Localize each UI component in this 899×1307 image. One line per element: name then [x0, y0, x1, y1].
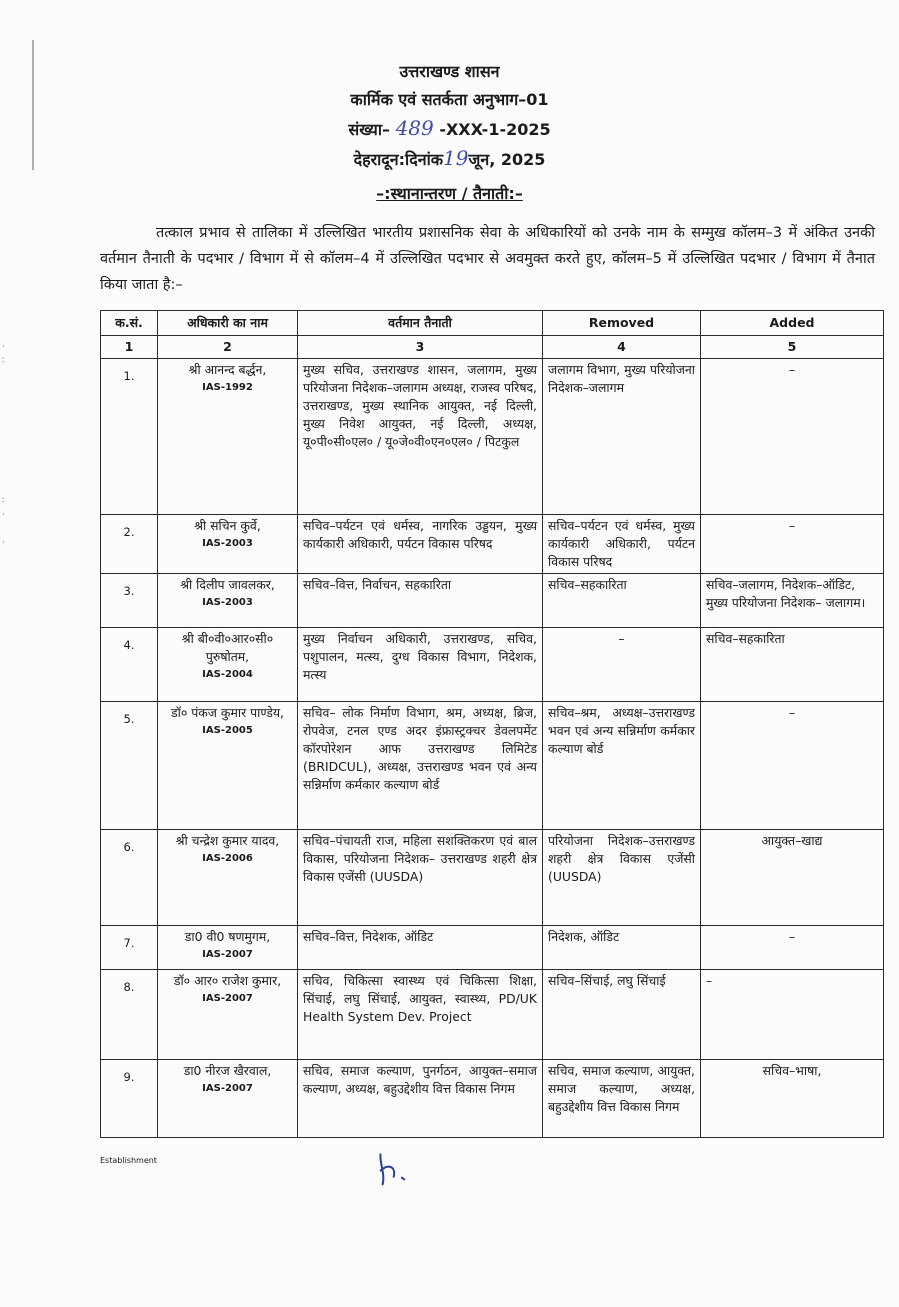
govt-title: उत्तराखण्ड शासन: [399, 62, 500, 81]
signature-icon: [372, 1145, 425, 1191]
table-row: [101, 830, 884, 926]
officer-cell: [158, 515, 298, 574]
establishment-label: Establishment: [100, 1156, 157, 1165]
col-number: 5: [701, 336, 884, 359]
added-charge: सचिव–सहकारिता: [701, 628, 884, 702]
serial-number: 8.: [101, 970, 158, 1060]
officer-service: IAS-2006: [202, 853, 253, 864]
date-prefix: देहरादून:दिनांक: [353, 150, 444, 169]
officer-name: श्री बी०वी०आर०सी० पुरुषोतम,: [181, 631, 274, 664]
serial-number: 5.: [101, 702, 158, 830]
officer-cell: [158, 830, 298, 926]
officer-name: श्री दिलीप जावलकर,: [180, 577, 275, 592]
department-title: कार्मिक एवं सतर्कता अनुभाग–01: [350, 90, 549, 109]
serial-number: 6.: [101, 830, 158, 926]
officer-name: डॉ० आर० राजेश कुमार,: [173, 973, 282, 988]
officer-cell: [158, 926, 298, 970]
order-number: [0, 114, 899, 144]
order-number-prefix: संख्या–: [348, 120, 390, 139]
added-charge: सचिव–भाषा,: [701, 1060, 884, 1138]
officer-cell: [158, 359, 298, 515]
added-charge: आयुक्त–खाद्य: [701, 830, 884, 926]
column-number-row: [101, 336, 884, 359]
header-sn: क.सं.: [101, 311, 158, 336]
table-row: [101, 970, 884, 1060]
col-number: 2: [158, 336, 298, 359]
officer-name: डॉ० पंकज कुमार पाण्डेय,: [171, 705, 284, 720]
added-charge: –: [701, 515, 884, 574]
serial-number: 1.: [101, 359, 158, 515]
removed-charge: सचिव–पर्यटन एवं धर्मस्व, मुख्य कार्यकारी अधिकारी, पर्यटन विकास परिषद: [543, 515, 701, 574]
officer-name: श्री सचिन कुर्वे,: [194, 518, 261, 533]
officer-service: IAS-2003: [202, 538, 253, 549]
table-row: [101, 574, 884, 628]
officer-service: IAS-1992: [202, 382, 253, 393]
serial-number: 2.: [101, 515, 158, 574]
current-posting: मुख्य सचिव, उत्तराखण्ड शासन, जलागम, मुख्य परियोजना निदेशक–जलागम अध्यक्ष, राजस्व परिषद, उत्तराखण्ड, मुख्य स्थानिक आयुक्त, नई दिल्ली, मुख्य निवेश आयुक्त, नई दिल्ली, अध्यक्ष, यू०पी०सी०एल० / यू०जे०वी०एन०एल० / पिटकुल: [298, 359, 543, 515]
removed-charge: परियोजना निदेशक–उत्तराखण्ड शहरी क्षेत्र विकास एजेंसी (UUSDA): [543, 830, 701, 926]
officer-cell: [158, 1060, 298, 1138]
current-posting: सचिव–पर्यटन एवं धर्मस्व, नागरिक उड्डयन, मुख्य कार्यकारी अधिकारी, पर्यटन विकास परिषद: [298, 515, 543, 574]
col-number: 3: [298, 336, 543, 359]
removed-charge: निदेशक, ऑडिट: [543, 926, 701, 970]
current-posting: सचिव–वित्त, निदेशक, ऑडिट: [298, 926, 543, 970]
order-date: [0, 144, 899, 174]
table-row: [101, 628, 884, 702]
current-posting: सचिव, समाज कल्याण, पुनर्गठन, आयुक्त–समाज कल्याण, अध्यक्ष, बहुउद्देशीय वित्त विकास निगम: [298, 1060, 543, 1138]
added-charge: –: [701, 926, 884, 970]
officer-service: IAS-2005: [202, 725, 253, 736]
col-number: 1: [101, 336, 158, 359]
current-posting: सचिव– लोक निर्माण विभाग, श्रम, अध्यक्ष, ब्रिज, रोपवेज, टनल एण्ड अदर इंफ्रास्ट्रक्चर डेवलपमेंट कॉरपोरेशन आफ उत्तराखण्ड लिमिटेड (BRIDCUL), अध्यक्ष, उत्तराखण्ड भवन एवं अन्य सन्निर्माण कर्मकार कल्याण बोर्ड: [298, 702, 543, 830]
officer-service: IAS-2007: [202, 1083, 253, 1094]
serial-number: 7.: [101, 926, 158, 970]
officer-service: IAS-2007: [202, 993, 253, 1004]
removed-charge: जलागम विभाग, मुख्य परियोजना निदेशक–जलागम: [543, 359, 701, 515]
header-current-posting: वर्तमान तैनाती: [298, 311, 543, 336]
officer-cell: [158, 574, 298, 628]
table-row: [101, 515, 884, 574]
table-row: [101, 702, 884, 830]
added-charge: –: [701, 970, 884, 1060]
signature-mark: [372, 1145, 426, 1198]
officer-service: IAS-2007: [202, 949, 253, 960]
table-row: [101, 1060, 884, 1138]
officer-service: IAS-2003: [202, 597, 253, 608]
date-suffix: जून, 2025: [468, 150, 546, 169]
removed-charge: सचिव–श्रम, अध्यक्ष–उत्तराखण्ड भवन एवं अन्य सन्निर्माण कर्मकार कल्याण बोर्ड: [543, 702, 701, 830]
order-number-suffix: -XXX-1-2025: [439, 120, 551, 139]
current-posting: मुख्य निर्वाचन अधिकारी, उत्तराखण्ड, सचिव, पशुपालन, मत्स्य, दुग्ध विकास विभाग, निदेशक, मत्स्य: [298, 628, 543, 702]
date-handwritten: 19: [443, 146, 469, 170]
table-row: [101, 926, 884, 970]
intro-paragraph: तत्काल प्रभाव से तालिका में उल्लिखित भारतीय प्रशासनिक सेवा के अधिकारियों को उनके नाम के सम्मुख कॉलम–3 में अंकित उनकी वर्तमान तैनाती के पदभार / विभाग में से कॉलम–4 में उल्लिखित पदभार से अवमुक्त करते हुए, कॉलम–5 में उल्लिखित पदभार / विभाग में तैनात किया जाता है:–: [100, 225, 875, 293]
header-name: अधिकारी का नाम: [158, 311, 298, 336]
serial-number: 4.: [101, 628, 158, 702]
removed-charge: सचिव, समाज कल्याण, आयुक्त, समाज कल्याण, अध्यक्ष, बहुउद्देशीय वित्त विकास निगम: [543, 1060, 701, 1138]
officer-cell: [158, 970, 298, 1060]
officer-name: श्री आनन्द बर्द्धन,: [188, 362, 267, 377]
officer-name: डा0 नीरज खैरवाल,: [183, 1063, 272, 1078]
officer-name: श्री चन्द्रेश कुमार यादव,: [175, 833, 280, 848]
officer-cell: [158, 702, 298, 830]
serial-number: 9.: [101, 1060, 158, 1138]
officer-service: IAS-2004: [202, 669, 253, 680]
margin-marks: · ∶ ∶ · ·: [2, 342, 5, 548]
letter-header: [0, 58, 899, 208]
current-posting: सचिव–पंचायती राज, महिला सशक्तिकरण एवं बाल विकास, परियोजना निदेशक– उत्तराखण्ड शहरी क्षेत्र विकास एजेंसी (UUSDA): [298, 830, 543, 926]
table-header-row: [101, 311, 884, 336]
header-added: Added: [701, 311, 884, 336]
added-charge: सचिव–जलागम, निदेशक–ऑडिट, मुख्य परियोजना निदेशक– जलागम।: [701, 574, 884, 628]
col-number: 4: [543, 336, 701, 359]
current-posting: सचिव, चिकित्सा स्वास्थ्य एवं चिकित्सा शिक्षा, सिंचाई, लघु सिंचाई, आयुक्त, स्वास्थ्य, PD/UK Health System Dev. Project: [298, 970, 543, 1060]
added-charge: –: [701, 359, 884, 515]
order-number-handwritten: 489: [395, 116, 434, 140]
table-row: [101, 359, 884, 515]
serial-number: 3.: [101, 574, 158, 628]
officer-name: डा0 वी0 षणमुगम,: [184, 929, 271, 944]
added-charge: –: [701, 702, 884, 830]
current-posting: सचिव–वित्त, निर्वाचन, सहकारिता: [298, 574, 543, 628]
officer-cell: [158, 628, 298, 702]
header-removed: Removed: [543, 311, 701, 336]
subject-line: –:स्थानान्तरण / तैनाती:–: [376, 184, 523, 203]
transfer-table: [100, 310, 884, 1138]
removed-charge: सचिव–सहकारिता: [543, 574, 701, 628]
removed-charge: सचिव–सिंचाई, लघु सिंचाई: [543, 970, 701, 1060]
removed-charge: –: [543, 628, 701, 702]
